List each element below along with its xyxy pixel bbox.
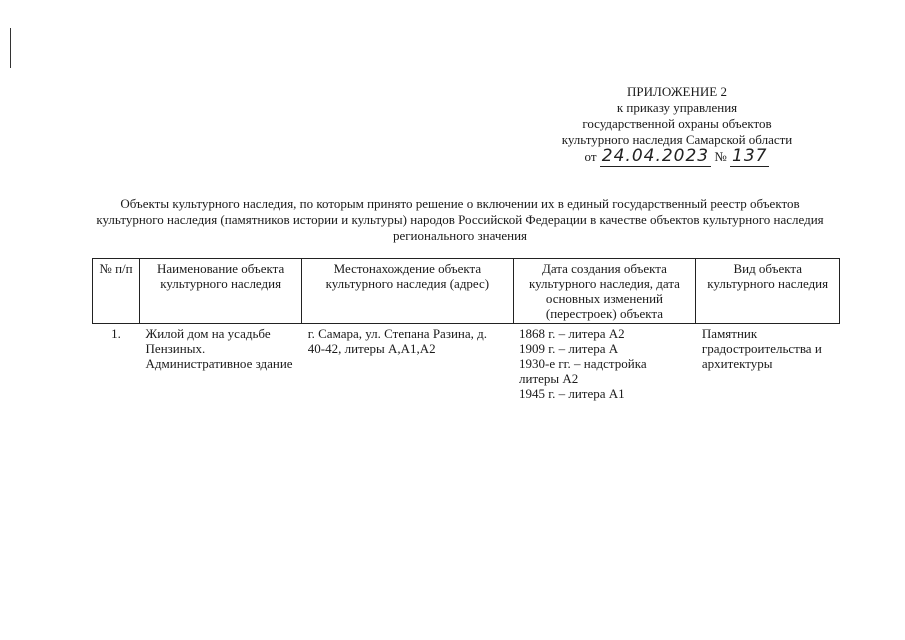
appendix-line-3: культурного наследия Самарской области [561,132,793,147]
order-date: 24.04.2023 [601,146,710,166]
heritage-table [92,258,840,403]
row-name: Жилой дом на усадьбе Пензиных. Административное здание [145,326,293,371]
number-label: № [714,149,727,164]
order-number: 137 [732,146,768,166]
date-entry: 1909 г. – литера А [519,341,619,356]
from-label: от [584,149,597,164]
header-num: № п/п [93,259,140,324]
table-header-row [93,259,840,324]
appendix-header [527,84,827,165]
scan-edge-line [10,28,11,68]
date-entry: 1930-е гг. – надстройка литеры А2 [519,356,647,386]
date-entry: 1945 г. – литера А1 [519,386,625,401]
date-entry: 1868 г. – литера А2 [519,326,625,341]
appendix-title: ПРИЛОЖЕНИЕ 2 [627,84,727,99]
header-type: Вид объекта культурного наследия [696,259,840,324]
row-num: 1. [111,326,121,341]
row-dates [513,324,696,404]
appendix-line-2: государственной охраны объектов [582,116,772,131]
appendix-line-1: к приказу управления [616,100,738,115]
row-type: Памятник градостроительства и архитектуры [701,326,822,371]
document-heading: Объекты культурного наследия, по которым принято решение о включении их в единый государственный реестр объектов культурного наследия (памятников истории и культуры) народов Российской Федерации в качестве объектов культурного наследия регионального значения [96,196,824,243]
row-address: г. Самара, ул. Степана Разина, д. 40-42, литеры А,А1,А2 [307,326,488,356]
header-address: Местонахождение объекта культурного наследия (адрес) [302,259,513,324]
header-name: Наименование объекта культурного наследия [140,259,302,324]
table-row [93,324,840,404]
order-date-line [527,148,827,165]
header-dates: Дата создания объекта культурного наследия, дата основных изменений (перестроек) объекта [513,259,696,324]
